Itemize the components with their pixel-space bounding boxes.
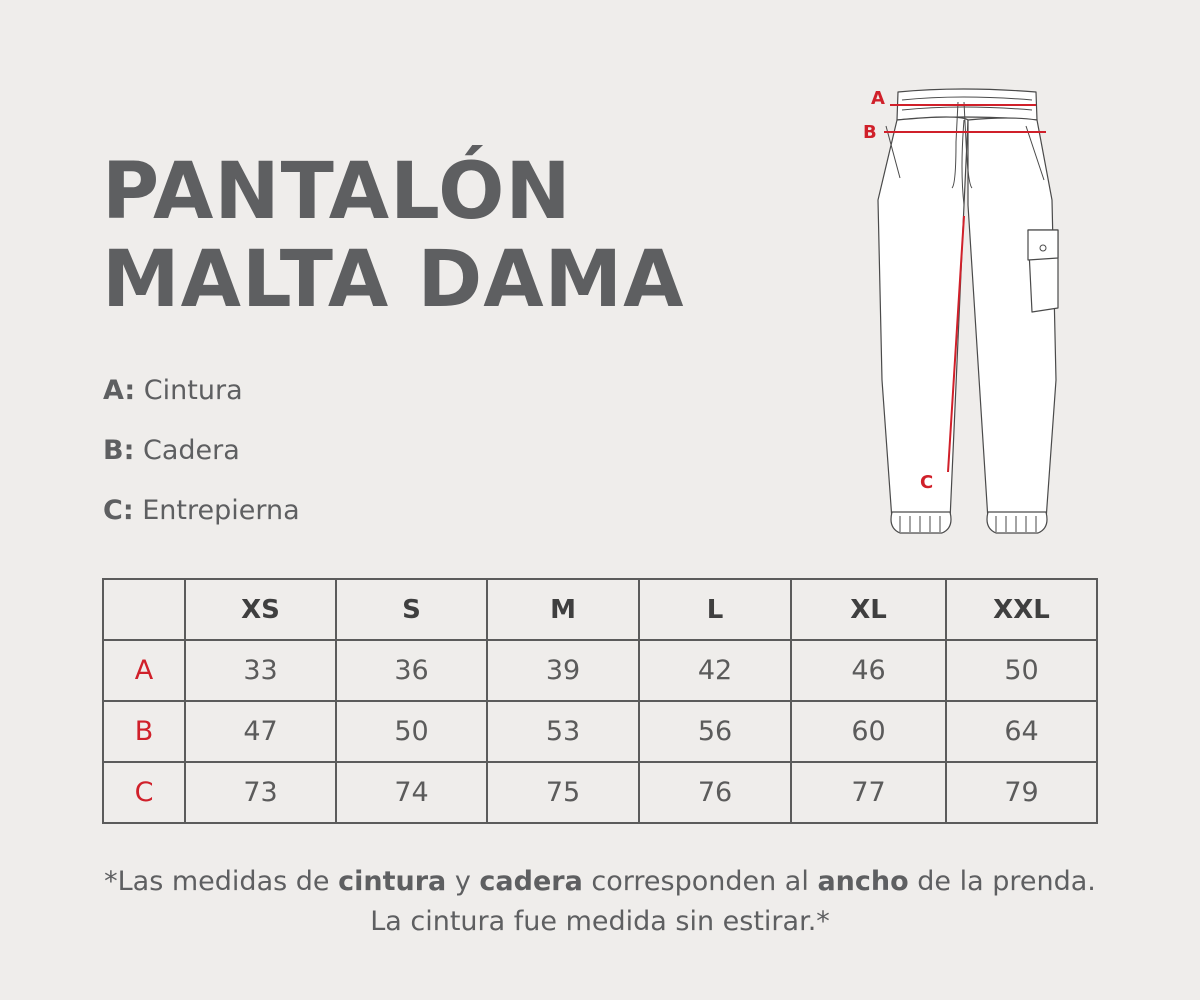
table-cell: 42	[639, 640, 791, 701]
row-label: B	[103, 701, 185, 762]
footnote-line-2: La cintura fue medida sin estirar.*	[370, 906, 830, 937]
table-cell: 77	[791, 762, 946, 823]
diagram-label-b: B	[863, 122, 877, 143]
table-header-cell: XL	[791, 579, 946, 640]
table-header-cell: XXL	[946, 579, 1097, 640]
legend-label: Cadera	[142, 435, 240, 466]
legend-item-a	[103, 374, 300, 434]
diagram-label-c: C	[920, 472, 934, 493]
table-row	[103, 762, 1097, 823]
table-cell: 50	[336, 701, 487, 762]
table-row	[103, 701, 1097, 762]
title-line-1: PANTALÓN	[102, 147, 572, 237]
measurement-legend	[103, 374, 300, 554]
page-title	[102, 148, 685, 324]
table-cell: 50	[946, 640, 1097, 701]
table-header-cell	[103, 579, 185, 640]
table-cell: 33	[185, 640, 336, 701]
footnote-bold-text: ancho	[817, 866, 909, 897]
footnote-bold-text: cadera	[479, 866, 583, 897]
table-cell: 76	[639, 762, 791, 823]
table-cell: 60	[791, 701, 946, 762]
table-cell: 46	[791, 640, 946, 701]
table-header-cell: L	[639, 579, 791, 640]
footnote-text: *Las medidas de	[104, 866, 339, 897]
footnote-line-1	[0, 862, 1200, 902]
footnote-text: corresponden al	[582, 866, 818, 897]
footnote-text: de la prenda.	[908, 866, 1096, 897]
table-header-cell: S	[336, 579, 487, 640]
size-table	[102, 578, 1098, 824]
legend-key: A:	[103, 375, 136, 406]
table-cell: 75	[487, 762, 639, 823]
row-label: A	[103, 640, 185, 701]
table-cell: 73	[185, 762, 336, 823]
table-cell: 36	[336, 640, 487, 701]
table-cell: 39	[487, 640, 639, 701]
table-header-cell: XS	[185, 579, 336, 640]
legend-key: B:	[103, 435, 135, 466]
footnote	[0, 862, 1200, 942]
row-label: C	[103, 762, 185, 823]
legend-label: Entrepierna	[142, 495, 300, 526]
right-leg-shape	[968, 118, 1056, 520]
table-row	[103, 640, 1097, 701]
table-cell: 47	[185, 701, 336, 762]
table-cell: 74	[336, 762, 487, 823]
table-header-cell: M	[487, 579, 639, 640]
table-header-row	[103, 579, 1097, 640]
legend-item-c	[103, 494, 300, 554]
table-cell: 53	[487, 701, 639, 762]
table-cell: 79	[946, 762, 1097, 823]
legend-key: C:	[103, 495, 134, 526]
diagram-label-a: A	[871, 88, 885, 109]
table-cell: 56	[639, 701, 791, 762]
table-cell: 64	[946, 701, 1097, 762]
legend-label: Cintura	[143, 375, 243, 406]
footnote-bold-text: cintura	[338, 866, 447, 897]
footnote-text: y	[446, 866, 480, 897]
legend-item-b	[103, 434, 300, 494]
pants-diagram	[860, 80, 1060, 540]
title-line-2: MALTA DAMA	[102, 235, 685, 325]
